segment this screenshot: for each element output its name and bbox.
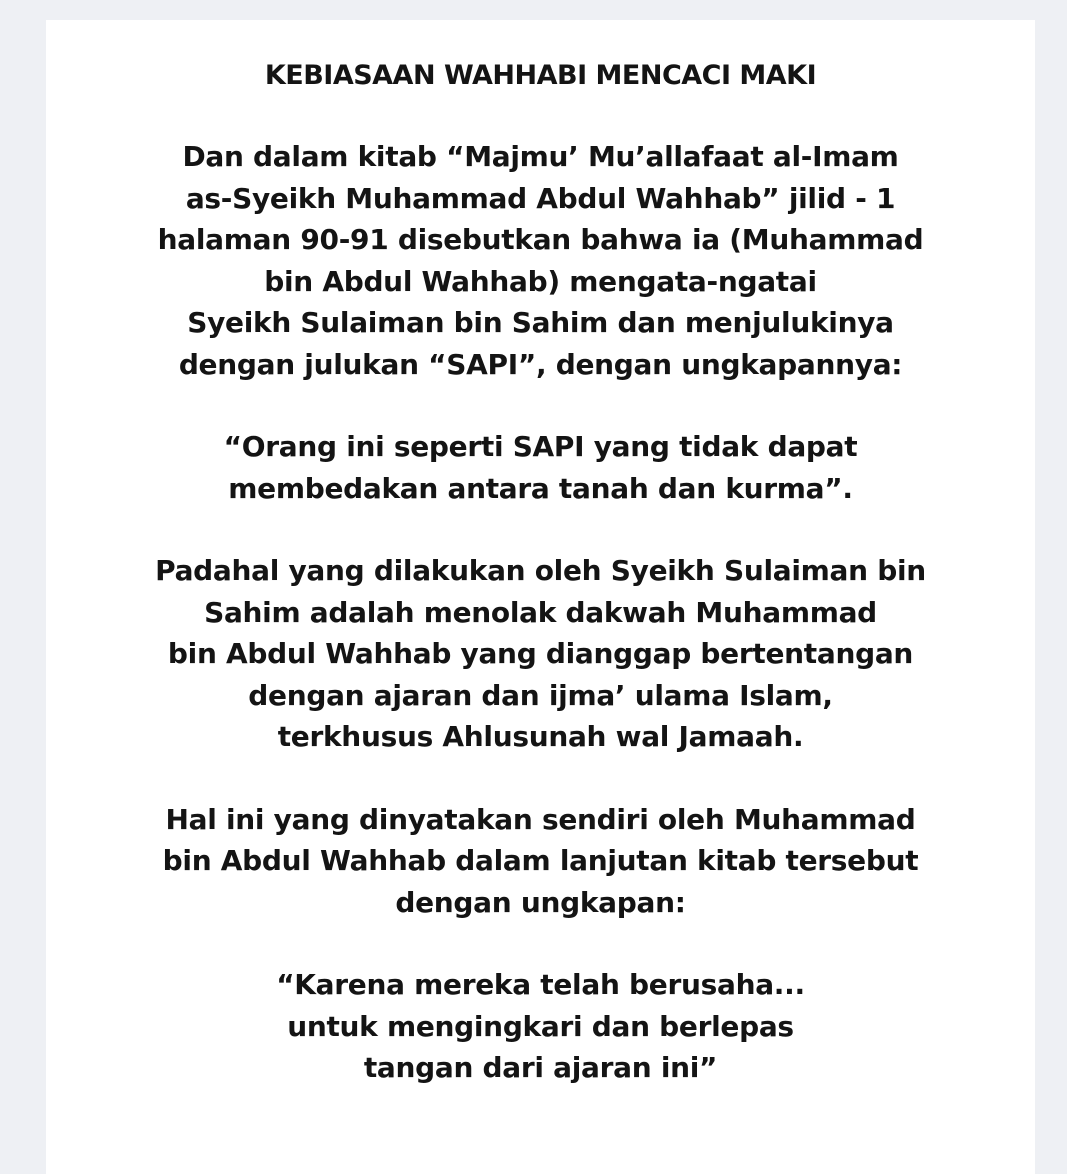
- paragraph-line: bin Abdul Wahhab) mengata-ngatai: [264, 264, 817, 298]
- paragraph-quote-1: [46, 426, 1035, 509]
- paragraph-line: dengan ungkapan:: [395, 885, 686, 919]
- document-content: [46, 60, 1035, 1130]
- paragraph-line: dengan julukan “SAPI”, dengan ungkapannya:: [178, 347, 903, 381]
- paragraph-statement: [46, 799, 1035, 924]
- paragraph-line: “Karena mereka telah berusaha...: [276, 968, 805, 1001]
- paragraph-quote-2: [46, 964, 1035, 1089]
- paragraph-line: dengan ajaran dan ijma’ ulama Islam,: [248, 678, 833, 712]
- paragraph-line: membedakan antara tanah dan kurma”.: [228, 471, 853, 505]
- paragraph-line: Dan dalam kitab “Majmu’ Mu’allafaat al-Imam: [182, 140, 899, 173]
- document-title: KEBIASAAN WAHHABI MENCACI MAKI: [264, 60, 817, 91]
- document-page: [46, 20, 1035, 1174]
- paragraph-line: bin Abdul Wahhab dalam lanjutan kitab tersebut: [162, 844, 919, 877]
- paragraph-intro: [46, 136, 1035, 385]
- paragraph-line: halaman 90-91 disebutkan bahwa ia (Muhammad: [157, 223, 924, 256]
- paragraph-line: Padahal yang dilakukan oleh Syeikh Sulaiman bin: [155, 554, 926, 587]
- paragraph-line: Sahim adalah menolak dakwah Muhammad: [204, 595, 877, 629]
- paragraph-line: “Orang ini seperti SAPI yang tidak dapat: [223, 430, 858, 463]
- paragraph-line: Hal ini yang dinyatakan sendiri oleh Muhammad: [165, 802, 916, 836]
- paragraph-explanation: [46, 550, 1035, 758]
- paragraph-line: untuk mengingkari dan berlepas: [287, 1009, 794, 1043]
- paragraph-line: bin Abdul Wahhab yang dianggap bertentangan: [167, 637, 914, 670]
- paragraph-line: as-Syeikh Muhammad Abdul Wahhab” jilid - 1: [185, 181, 896, 215]
- paragraph-line: Syeikh Sulaiman bin Sahim dan menjulukinya: [187, 306, 894, 339]
- paragraph-line: tangan dari ajaran ini”: [363, 1051, 718, 1084]
- paragraph-line: terkhusus Ahlusunah wal Jamaah.: [277, 720, 804, 753]
